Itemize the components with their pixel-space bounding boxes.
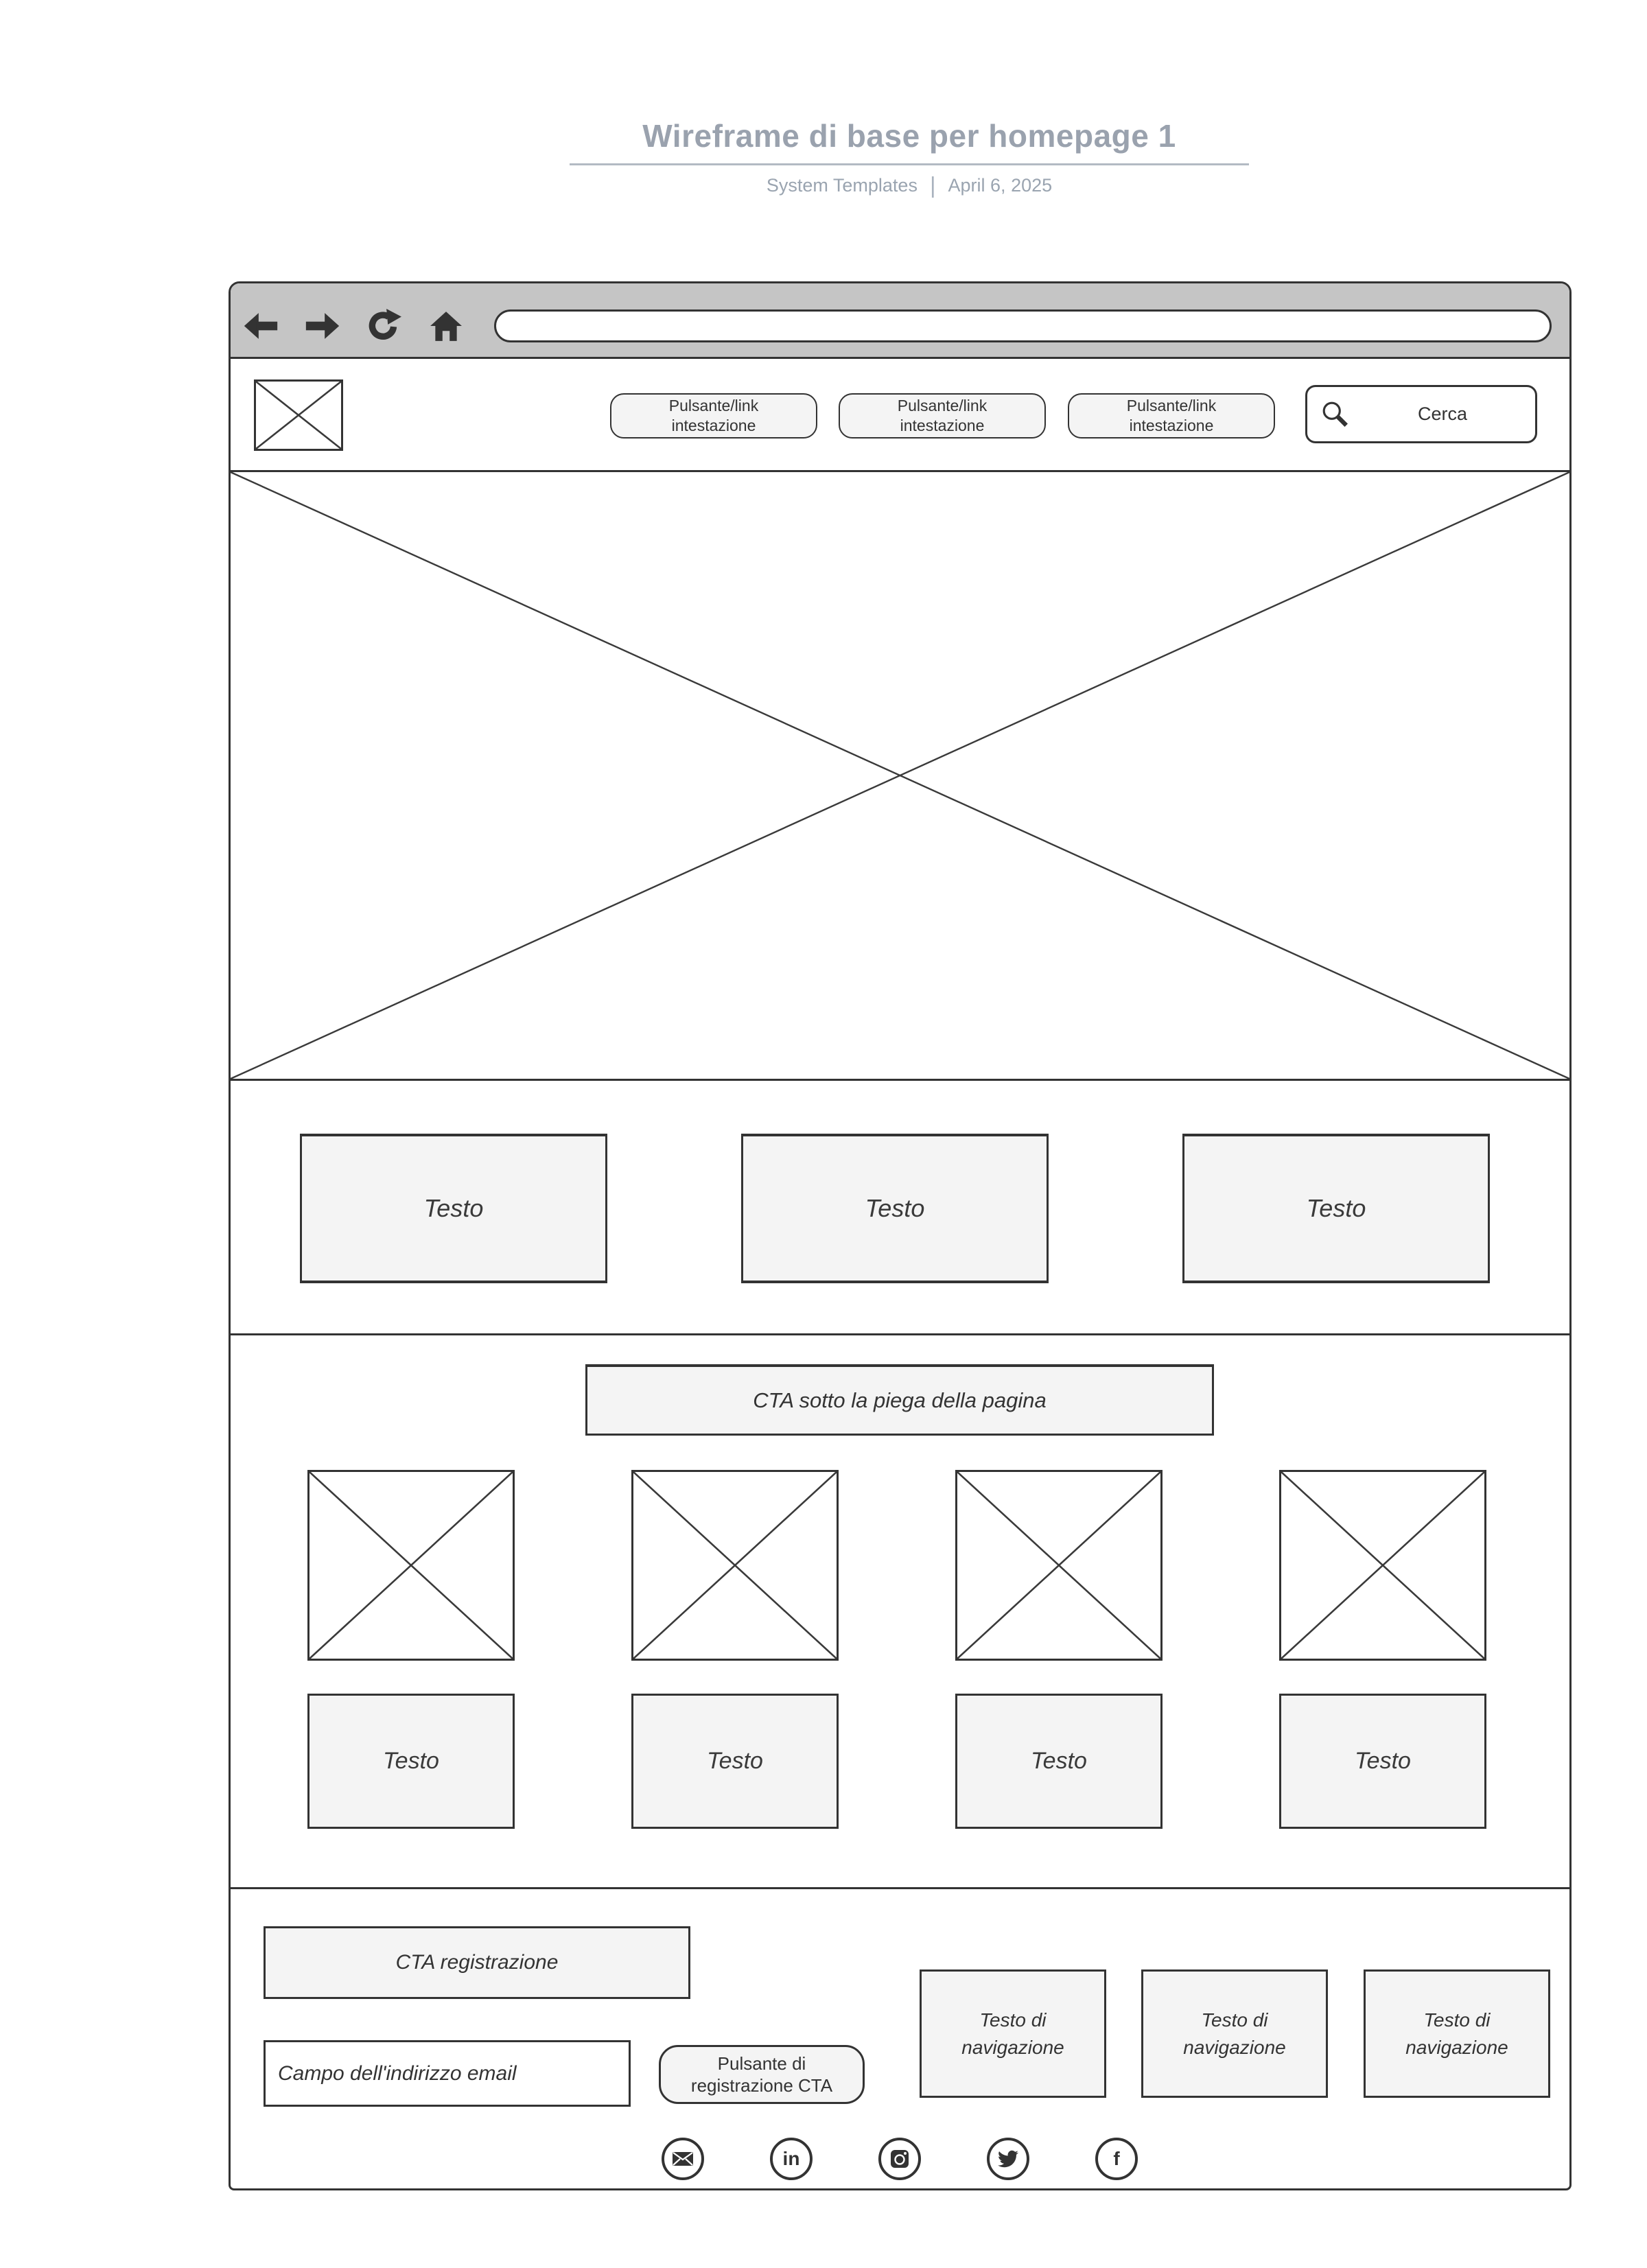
image-placeholder-x-icon bbox=[633, 1472, 837, 1659]
title-divider bbox=[570, 163, 1249, 165]
image-placeholder-x-icon bbox=[1281, 1472, 1484, 1659]
section-divider bbox=[231, 1333, 1569, 1335]
footer-nav-box-2[interactable]: Testo di navigazione bbox=[1141, 1969, 1328, 2098]
feature-text-box-2: Testo bbox=[741, 1134, 1049, 1283]
browser-window bbox=[229, 281, 1572, 2190]
header-nav-button-2[interactable]: Pulsante/link intestazione bbox=[839, 393, 1046, 439]
email-icon bbox=[670, 2147, 695, 2171]
image-placeholder-x-icon bbox=[256, 382, 341, 449]
card-image-placeholder-3 bbox=[955, 1470, 1163, 1661]
social-facebook-button[interactable] bbox=[1095, 2138, 1138, 2180]
image-placeholder-x-icon bbox=[231, 472, 1569, 1079]
social-email-button[interactable] bbox=[662, 2138, 704, 2180]
home-icon bbox=[430, 310, 463, 342]
document-header bbox=[570, 108, 1249, 198]
footer-nav-box-3[interactable]: Testo di navigazione bbox=[1364, 1969, 1550, 2098]
image-placeholder-x-icon bbox=[309, 1472, 513, 1659]
social-linkedin-button[interactable] bbox=[770, 2138, 813, 2180]
linkedin-icon: in bbox=[782, 2148, 800, 2169]
source-label: System Templates bbox=[766, 174, 918, 196]
social-twitter-button[interactable] bbox=[987, 2138, 1029, 2180]
card-text-box-3: Testo bbox=[955, 1694, 1163, 1829]
home-button[interactable] bbox=[427, 309, 465, 342]
meta-separator: | bbox=[929, 172, 936, 198]
refresh-icon bbox=[366, 309, 402, 343]
below-fold-cta-button[interactable]: CTA sotto la piega della pagina bbox=[585, 1364, 1214, 1436]
feature-text-box-3: Testo bbox=[1182, 1134, 1490, 1283]
signup-cta-button[interactable]: Pulsante di registrazione CTA bbox=[659, 2045, 865, 2104]
card-text-box-2: Testo bbox=[631, 1694, 839, 1829]
header-nav-button-3[interactable]: Pulsante/link intestazione bbox=[1068, 393, 1275, 439]
signup-cta-box[interactable]: CTA registrazione bbox=[264, 1926, 690, 1999]
card-image-placeholder-1 bbox=[307, 1470, 515, 1661]
hero-image-placeholder bbox=[231, 470, 1569, 1081]
url-bar[interactable] bbox=[494, 309, 1552, 342]
browser-chrome bbox=[231, 283, 1569, 359]
social-instagram-button[interactable] bbox=[878, 2138, 921, 2180]
date-label: April 6, 2025 bbox=[948, 174, 1053, 196]
facebook-icon: f bbox=[1113, 2148, 1120, 2169]
logo-placeholder[interactable] bbox=[254, 379, 343, 451]
card-text-box-4: Testo bbox=[1279, 1694, 1486, 1829]
page-title: Wireframe di base per homepage 1 bbox=[642, 118, 1176, 154]
back-arrow-icon bbox=[244, 312, 278, 340]
document-meta bbox=[570, 172, 1249, 198]
twitter-icon bbox=[998, 2149, 1018, 2169]
card-image-placeholder-2 bbox=[631, 1470, 839, 1661]
card-image-placeholder-4 bbox=[1279, 1470, 1486, 1661]
search-icon bbox=[1321, 400, 1350, 429]
back-button[interactable] bbox=[242, 309, 280, 342]
header-nav-button-1[interactable]: Pulsante/link intestazione bbox=[610, 393, 817, 439]
forward-button[interactable] bbox=[303, 309, 342, 342]
email-field[interactable] bbox=[264, 2040, 631, 2107]
feature-text-box-1: Testo bbox=[300, 1134, 607, 1283]
forward-arrow-icon bbox=[305, 312, 340, 340]
card-text-box-1: Testo bbox=[307, 1694, 515, 1829]
instagram-icon bbox=[888, 2147, 911, 2171]
email-placeholder: Campo dell'indirizzo email bbox=[278, 2061, 517, 2085]
image-placeholder-x-icon bbox=[957, 1472, 1160, 1659]
search-input[interactable] bbox=[1305, 385, 1537, 443]
search-label: Cerca bbox=[1417, 404, 1468, 424]
section-divider bbox=[231, 1887, 1569, 1889]
footer-nav-box-1[interactable]: Testo di navigazione bbox=[920, 1969, 1106, 2098]
refresh-button[interactable] bbox=[365, 309, 404, 342]
